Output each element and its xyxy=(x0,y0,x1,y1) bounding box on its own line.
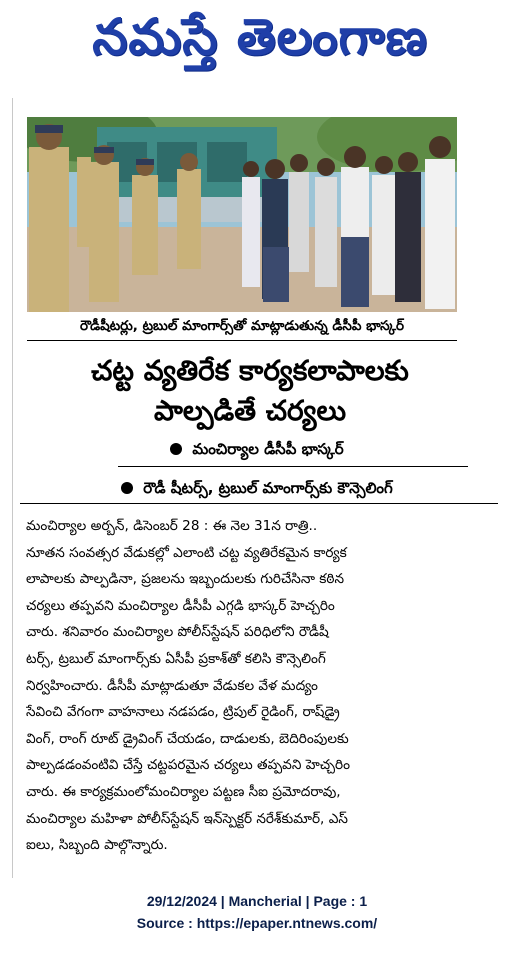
body-line: పాల్పడడంవంటివి చేస్తే చట్టపరమైన చర్యలు తప్పవని హెచ్చరిం xyxy=(26,757,350,774)
subheading-2 xyxy=(0,479,514,501)
news-photo xyxy=(27,117,457,312)
bullet-icon xyxy=(121,482,133,494)
headline-line-1: చట్ట వ్యతిరేక కార్యకలాపాలకు xyxy=(91,354,409,387)
body-line: వింగ్, రాంగ్ రూట్ డ్రైవింగ్ చేయడం, దాడులకు, బెదిరింపులకు xyxy=(26,730,349,747)
bullet-icon xyxy=(170,443,182,455)
body-line: మంచిర్యాల అర్బన్, డిసెంబర్ 28 : ఈ నెల 31న రాత్రి.. xyxy=(26,518,318,534)
footer-date-edition: 29/12/2024 | Mancherial | Page : 1 xyxy=(146,893,368,909)
body-line: నిర్వహించారు. డీసీపీ మాట్లాడుతూ వేడుకల వేళ మద్యం xyxy=(26,677,318,694)
footer-source: Source : https://epaper.ntnews.com/ xyxy=(136,915,378,931)
body-line: టర్స్, ట్రబుల్ మాంగార్స్‌కు ఏసీపీ ప్రకాశ్‌తో కలిసి కౌన్సెలింగ్ xyxy=(26,650,326,667)
photo-caption: రౌడీషీటర్లు, ట్రబుల్ మాంగార్స్‌తో మాట్లాడుతున్న డీసీపీ భాస్కర్ xyxy=(27,318,457,341)
body-line: లాపాలకు పాల్పడినా, ప్రజలను ఇబ్బందులకు గురిచేసినా కఠిన xyxy=(26,571,344,588)
divider xyxy=(118,466,468,467)
subheading-1 xyxy=(0,440,514,462)
body-line: మంచిర్యాల మహిళా పోలీస్‌స్టేషన్ ఇన్‌స్పెక్టర్ నరేశ్‌కుమార్, ఎస్ xyxy=(26,810,348,827)
subheading-1-text: మంచిర్యాల డీసీపీ భాస్కర్ xyxy=(192,440,344,458)
divider xyxy=(20,503,498,504)
newspaper-masthead: నమస్తే తెలంగాణ xyxy=(92,7,428,66)
article-headline xyxy=(40,351,460,431)
body-line: చారు. ఈ కార్యక్రమంలోమంచిర్యాల పట్టణ సీఐ ప్రమోదరావు, xyxy=(26,783,341,800)
headline-line-2: పాల్పడితే చర్యలు xyxy=(153,394,347,427)
body-line: చర్యలు తప్పవని మంచిర్యాల డీసీపీ ఎగ్గడి భాస్కర్ హెచ్చరిం xyxy=(26,597,335,614)
body-line: నూతన సంవత్సర వేడుకల్లో ఎలాంటి చట్ట వ్యతిరేకమైన కార్యక xyxy=(26,544,347,561)
body-line: సేవించి వేగంగా వాహనాలు నడపడం, ట్రిపుల్ రైడింగ్, రాష్‌డ్రై xyxy=(26,704,340,721)
body-line: చారు. శనివారం మంచిర్యాల పోలీస్‌స్టేషన్ పరిధిలోని రౌడీషీ xyxy=(26,624,329,641)
subheading-2-text: రౌడీ షీటర్స్, ట్రబుల్ మాంగార్స్‌కు కౌన్సెలింగ్ xyxy=(143,479,393,497)
article-body xyxy=(26,513,488,859)
body-line: ఐలు, సిబ్బంది పాల్గొన్నారు. xyxy=(26,837,168,854)
